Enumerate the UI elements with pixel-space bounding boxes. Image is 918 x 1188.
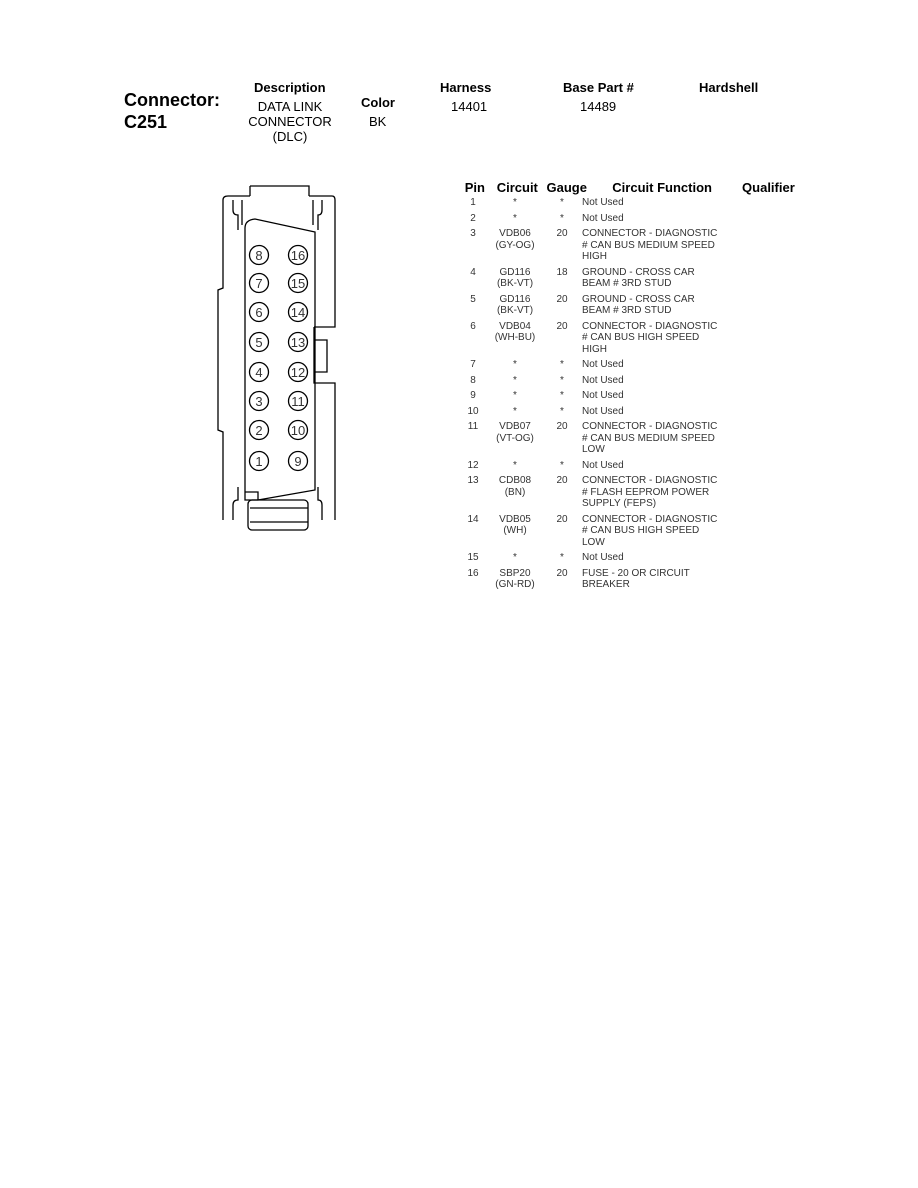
pin-4 bbox=[250, 363, 269, 382]
pin-8 bbox=[250, 246, 269, 265]
gauge-cell: 20 bbox=[556, 293, 568, 305]
table-row bbox=[458, 568, 803, 595]
pin-2 bbox=[250, 421, 269, 440]
qualifier-cell bbox=[732, 294, 802, 317]
circuit-cell: * bbox=[513, 390, 517, 401]
color-header: Color bbox=[361, 95, 395, 110]
pin-cell: 8 bbox=[470, 374, 476, 386]
pin-16 bbox=[289, 246, 308, 265]
circuit-function-cell: CONNECTOR - DIAGNOSTIC # CAN BUS HIGH SPEED LOW bbox=[582, 513, 718, 548]
qualifier-cell bbox=[732, 390, 802, 402]
pin-9 bbox=[289, 452, 308, 471]
pin-cell: 12 bbox=[467, 459, 479, 471]
gauge-cell: * bbox=[560, 390, 564, 401]
gauge-cell: * bbox=[560, 405, 564, 417]
circuit-function-cell: Not Used bbox=[582, 374, 624, 386]
pin-cell: 5 bbox=[470, 293, 476, 305]
qualifier-cell bbox=[732, 460, 802, 472]
table-row bbox=[458, 475, 803, 514]
qualifier-cell bbox=[732, 321, 802, 356]
circuit-cell: CDB08 (BN) bbox=[498, 475, 532, 498]
connector-label: Connector: bbox=[124, 90, 220, 110]
pin-cell: 1 bbox=[470, 197, 476, 208]
connector-id: C251 bbox=[124, 112, 168, 132]
circuit-function-cell: Not Used bbox=[582, 552, 624, 563]
pin-number: 15 bbox=[290, 276, 306, 291]
circuit-function-cell: CONNECTOR - DIAGNOSTIC # CAN BUS MEDIUM SPEED LOW bbox=[582, 421, 718, 455]
gauge-cell: * bbox=[560, 552, 564, 563]
pin-number: 10 bbox=[290, 423, 306, 438]
harness-value: 14401 bbox=[451, 99, 488, 114]
column-header-gauge: Gauge bbox=[546, 179, 587, 195]
description-header: Description bbox=[254, 80, 326, 95]
pin-cell: 3 bbox=[470, 228, 476, 239]
pin-cell: 9 bbox=[470, 390, 476, 401]
pin-number: 6 bbox=[255, 305, 263, 320]
qualifier-cell bbox=[732, 406, 802, 418]
pin-number: 13 bbox=[290, 335, 306, 350]
qualifier-cell bbox=[732, 213, 802, 225]
table-row bbox=[458, 213, 803, 229]
description-line: DATA LINK bbox=[257, 99, 323, 114]
gauge-cell: 20 bbox=[556, 421, 568, 432]
circuit-cell: VDB04 (WH-BU) bbox=[494, 320, 536, 343]
qualifier-cell bbox=[732, 359, 802, 371]
circuit-cell: * bbox=[513, 374, 517, 386]
table-row bbox=[458, 197, 803, 213]
table-row bbox=[458, 267, 803, 294]
table-row bbox=[458, 294, 803, 321]
table-row bbox=[458, 406, 803, 422]
gauge-cell: 20 bbox=[556, 228, 568, 239]
pin-7 bbox=[250, 274, 269, 293]
circuit-function-cell: Not Used bbox=[582, 405, 624, 417]
column-header-circuit-function: Circuit Function bbox=[612, 179, 712, 195]
table-row bbox=[458, 460, 803, 476]
column-header-pin: Pin bbox=[464, 179, 485, 195]
gauge-cell: * bbox=[560, 197, 564, 208]
pin-number: 12 bbox=[290, 365, 306, 380]
column-header-circuit: Circuit bbox=[496, 179, 538, 195]
circuit-function-cell: Not Used bbox=[582, 212, 624, 224]
pin-6 bbox=[250, 303, 269, 322]
pin-cell: 11 bbox=[467, 421, 479, 432]
pin-1 bbox=[250, 452, 269, 471]
connector-outline bbox=[218, 186, 335, 530]
pin-cell: 2 bbox=[470, 212, 476, 224]
circuit-function-cell: CONNECTOR - DIAGNOSTIC # CAN BUS MEDIUM SPEED HIGH bbox=[582, 228, 718, 262]
pin-cell: 6 bbox=[470, 320, 476, 332]
gauge-cell: 20 bbox=[556, 320, 568, 332]
pin-cell: 7 bbox=[470, 359, 476, 370]
gauge-cell: 20 bbox=[556, 475, 568, 486]
pin-cell: 4 bbox=[470, 266, 476, 278]
pin-number: 9 bbox=[294, 454, 302, 469]
table-row bbox=[458, 321, 803, 360]
pin-number: 3 bbox=[255, 394, 263, 409]
pin-number: 2 bbox=[255, 423, 263, 438]
pin-cell: 14 bbox=[467, 513, 479, 525]
pin-cell: 10 bbox=[467, 405, 479, 417]
gauge-cell: 20 bbox=[556, 513, 568, 525]
base-part-value: 14489 bbox=[580, 99, 617, 114]
circuit-function-cell: Not Used bbox=[582, 390, 624, 401]
pin-12 bbox=[289, 363, 308, 382]
table-row bbox=[458, 390, 803, 406]
pin-13 bbox=[289, 333, 308, 352]
gauge-cell: * bbox=[560, 459, 564, 471]
harness-header: Harness bbox=[440, 80, 492, 95]
circuit-cell: SBP20 (GN-RD) bbox=[495, 567, 535, 590]
circuit-cell: * bbox=[513, 212, 517, 224]
pin-3 bbox=[250, 392, 269, 411]
circuit-function-cell: CONNECTOR - DIAGNOSTIC # CAN BUS HIGH SPEED HIGH bbox=[582, 320, 718, 355]
table-row bbox=[458, 228, 803, 267]
table-row bbox=[458, 552, 803, 568]
circuit-cell: VDB05 (WH) bbox=[499, 513, 531, 536]
pin-cell: 13 bbox=[467, 475, 479, 486]
table-row bbox=[458, 359, 803, 375]
circuit-cell: * bbox=[513, 552, 517, 563]
pin-15 bbox=[289, 274, 308, 293]
column-header-qualifier: Qualifier bbox=[742, 179, 795, 195]
qualifier-cell bbox=[732, 514, 802, 549]
table-row bbox=[458, 514, 803, 553]
pin-10 bbox=[289, 421, 308, 440]
circuit-function-cell: Not Used bbox=[582, 197, 624, 208]
qualifier-cell bbox=[732, 267, 802, 290]
pin-cell: 15 bbox=[467, 552, 479, 563]
color-value: BK bbox=[369, 114, 387, 129]
pin-number: 1 bbox=[255, 454, 263, 469]
circuit-function-cell: CONNECTOR - DIAGNOSTIC # FLASH EEPROM POWER SUPPLY (FEPS) bbox=[582, 475, 718, 509]
qualifier-cell bbox=[732, 228, 802, 263]
qualifier-cell bbox=[732, 552, 802, 564]
pin-number: 11 bbox=[291, 394, 305, 409]
hardshell-header: Hardshell bbox=[699, 80, 759, 95]
gauge-cell: 18 bbox=[556, 266, 568, 278]
circuit-cell: * bbox=[513, 359, 517, 370]
pin-number: 4 bbox=[255, 365, 263, 380]
qualifier-cell bbox=[732, 421, 802, 456]
table-row bbox=[458, 375, 803, 391]
circuit-cell: VDB07 (VT-OG) bbox=[496, 421, 534, 444]
description-line: (DLC) bbox=[272, 129, 308, 144]
circuit-function-cell: Not Used bbox=[582, 459, 624, 471]
table-row bbox=[458, 421, 803, 460]
gauge-cell: * bbox=[560, 212, 564, 224]
pin-number: 7 bbox=[255, 276, 263, 291]
qualifier-cell bbox=[732, 197, 802, 209]
base-part-header: Base Part # bbox=[563, 80, 634, 95]
pin-number: 8 bbox=[255, 248, 263, 263]
pin-table bbox=[458, 177, 803, 595]
circuit-cell: * bbox=[513, 197, 517, 208]
circuit-cell: VDB06 (GY-OG) bbox=[495, 228, 535, 251]
table-header bbox=[458, 177, 803, 197]
pin-number: 5 bbox=[255, 335, 263, 350]
circuit-cell: GD116 (BK-VT) bbox=[496, 266, 534, 289]
pin-number: 14 bbox=[290, 305, 306, 320]
circuit-cell: * bbox=[513, 405, 517, 417]
gauge-cell: * bbox=[560, 359, 564, 370]
circuit-function-cell: GROUND - CROSS CAR BEAM # 3RD STUD bbox=[582, 266, 695, 289]
pin-5 bbox=[250, 333, 269, 352]
qualifier-cell bbox=[732, 568, 802, 591]
pin-cell: 16 bbox=[467, 567, 479, 579]
pin-14 bbox=[289, 303, 308, 322]
circuit-function-cell: GROUND - CROSS CAR BEAM # 3RD STUD bbox=[582, 293, 695, 316]
circuit-cell: GD116 (BK-VT) bbox=[496, 293, 534, 316]
circuit-function-cell: FUSE - 20 OR CIRCUIT BREAKER bbox=[582, 567, 690, 590]
gauge-cell: * bbox=[560, 374, 564, 386]
circuit-cell: * bbox=[513, 459, 517, 471]
circuit-function-cell: Not Used bbox=[582, 359, 624, 370]
qualifier-cell bbox=[732, 375, 802, 387]
description-line: CONNECTOR bbox=[248, 114, 332, 129]
gauge-cell: 20 bbox=[556, 567, 568, 579]
qualifier-cell bbox=[732, 475, 802, 510]
pin-number: 16 bbox=[290, 248, 306, 263]
pin-11 bbox=[289, 392, 308, 411]
